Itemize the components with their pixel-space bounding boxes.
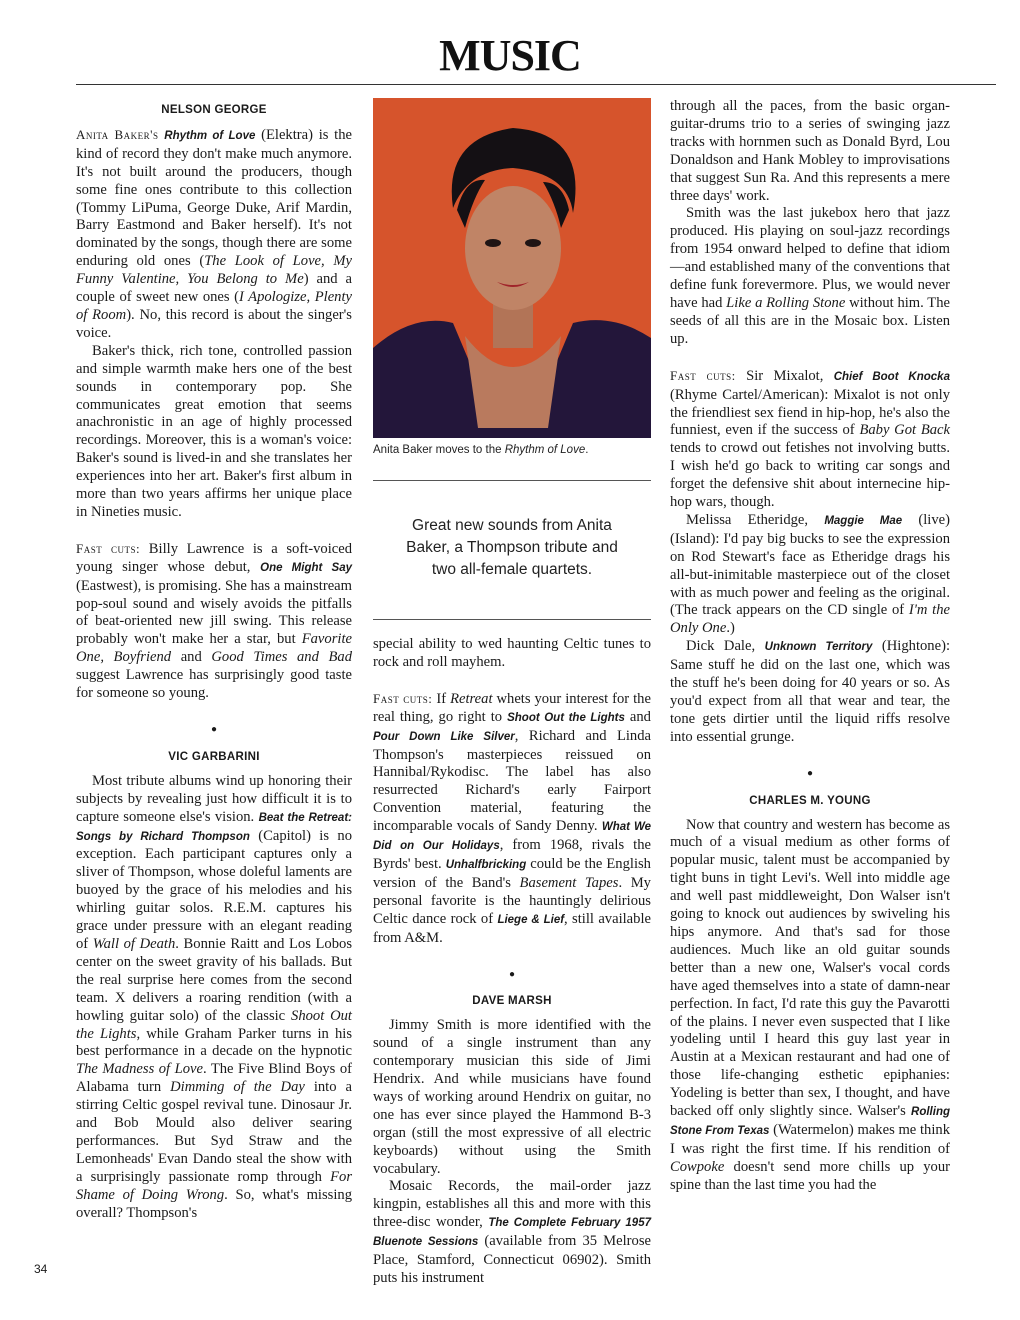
review-jimmy-smith-p3: through all the paces, from the basic organ-guitar-drums trio to a series of swinging jazz tracks with hornmen such as Donald Byrd, Lou Donaldson and Hank Mobley to improvisations that suggest Sun Ra. And this represents a mere three days' work.	[670, 98, 950, 204]
header-rule	[76, 84, 996, 85]
review-thompson-tribute: Most tribute albums wind up honoring their subjects by revealing just how difficult it is to capture someone else's vision. Beat the Retreat: Songs by Richard Thompson (Capitol) is no exception. Each participant captures only a sliver of Thompson, whose doleful laments are buoyed by the grace of his melodies and his whirling guitar solos. R.E.M. captures his grace under pressure with an elegant reading of Wall of Death. Bonnie Raitt and Los Lobos center on the sweet gravity of his ballads. But the real surprise here comes from the second team. X delivers a roaring rendition (with a howling guitar solo) of the classic Shoot Out the Lights, while Graham Parker turns in his best performance in a decade on the hypnotic The Madness of Love. The Five Blind Boys of Alabama turn Dimming of the Day into a stirring Celtic gospel revival tune. Dinosaur Jr. and Bob Mould also deliver searing performances. But Syd Straw and the Lemonheads' Evan Dando steal the show with a surprisingly passionate romp through For Shame of Doing Wrong. So, what's missing overall? Thompson's	[76, 772, 352, 1221]
column-1	[76, 98, 352, 1222]
fast-cuts-thompson: Fast cuts: If Retreat whets your interest for the real thing, go right to Shoot Out the Lights and Pour Down Like Silver, Richard and Linda Thompson's masterpieces reissued on Hannibal/Rykodisc. The label has also resurrected Richard's early Fairport Convention material, featuring the incomparable vocals of Sandy Denny. What We Did on Our Holidays, from 1968, rivals the Byrds' best. Unhalfbricking could be the English version of the Band's Basement Tapes. My personal favorite is the hauntingly delirious Celtic dance rock of Liege & Lief, still available from A&M.	[373, 690, 652, 946]
section-bullet: ●	[210, 724, 218, 735]
byline-vic-garbarini: VIC GARBARINI	[168, 750, 260, 763]
review-jimmy-smith-p4: Smith was the last jukebox hero that jazz produced. His playing on soul-jazz recordings from 1954 onward helped to define that idiom—and established many of the conventions that define funk forevermore. Plus, we would never have had Like a Rolling Stone without him. The seeds of all this are in the Mosaic box. Listen up.	[670, 205, 950, 347]
review-thompson-end: special ability to wed haunting Celtic tunes to rock and roll mayhem.	[373, 636, 651, 670]
fast-cuts-etheridge: Melissa Etheridge, Maggie Mae (live) (Island): I'd pay big bucks to see the expression on Rod Stewart's face as Etheridge drags his all-but-inimitable masterpiece out of the closet with as much power and feeling as the original. (The track appears on the CD single of I'm the Only One.)	[670, 511, 951, 637]
column-3	[670, 98, 950, 1195]
review-jimmy-smith-p1: Jimmy Smith is more identified with the sound of a single instrument than any contemporary musician this side of Jimi Hendrix. And while musicians have found ways of working around Hendrix on guitar, no one has ever since played the Hammond B-3 organ (still the most expressive of all electric keyboards) without using the Smith vocabulary.	[373, 1017, 651, 1177]
byline-dave-marsh: DAVE MARSH	[472, 995, 552, 1008]
section-title: MUSIC	[439, 31, 581, 80]
photo-caption: Anita Baker moves to the Rhythm of Love.	[373, 444, 589, 456]
review-jimmy-smith-p2: Mosaic Records, the mail-order jazz kingpin, establishes all this and more with this three-disc wonder, The Complete February 1957 Bluenote Sessions (available from 35 Melrose Place, Stamford, Connecticut 06902). Smith puts his instrument	[373, 1178, 651, 1286]
column-2	[373, 636, 651, 1288]
fast-cuts-dale: Dick Dale, Unknown Territory (Hightone): Same stuff he did on the last one, which was the stuff he's been doing for 40 years or so. As you'd expect from all that wear and tear, the tone gets dirtier until the liquid riffs resolve into essential grunge.	[670, 638, 950, 745]
section-bullet: ●	[806, 767, 814, 779]
pull-quote: Great new sounds from Anita Baker, a Thompson tribute and two all-female quartets.	[406, 517, 618, 578]
review-baker-p2: Baker's thick, rich tone, controlled passion and simple warmth make hers one of the best sounds in contemporary pop. She communicates great emotion that seems anachronistic in an age of highly processed recordings. Moreover, this is a woman's voice: Baker's sound is lived-in and she translates her experiences into her art. Baker's first album in more than two years affirms her unique place in Nineties music.	[76, 342, 352, 520]
fast-cuts-lawrence: Fast cuts: Billy Lawrence is a soft-voiced young singer whose debut, One Might Say (Eastwest), is promising. She has a mainstream pop-soul sound and wisely avoids the pitfalls of beat-oriented new jill swing. This release probably won't make her a star, but Favorite One, Boyfriend and Good Times and Bad suggest Lawrence has surprisingly good taste for someone so young.	[76, 540, 353, 702]
review-walser: Now that country and western has become as much of a visual medium as other forms of popular music, talent must be accompanied by tight buns in tight Levi's. Well into middle age and well past middleweight, Don Walser isn't going to knock out audiences by swiveling his hips anymore. And that's sad for those audiences. Much like an old guitar sounds better than a new one, Walser's vocal cords have aged themselves into a state of damn-near perfection. In fact, I'd rate this guy the Pavarotti of the plains. I never even suspected that I like yodeling until I heard this guy last year in Austin at a Mexican restaurant and had one of those life-changing esthetic epiphanies: Yodeling is better than sex, I thought, and have backed off only slightly since. Walser's Rolling Stone From Texas (Watermelon) makes me think I was right the first time. If his rendition of Cowpoke doesn't send more chills up your spine than the last time you had the	[670, 816, 951, 1193]
section-bullet: ●	[508, 968, 516, 980]
anita-baker-photo	[373, 98, 651, 438]
page-number: 34	[34, 1262, 48, 1276]
portrait-illustration	[373, 98, 651, 438]
pull-quote-box	[373, 480, 651, 620]
fast-cuts-mixalot: Fast cuts: Sir Mixalot, Chief Boot Knocka (Rhyme Cartel/American): Mixalot is not only the friendliest sex fiend in hip-hop, he's also the funniest, even if the success of Baby Got Back tends to crowd out fetishes not involving butts. I wish he'd go back to writing car songs and forget the defensive shit about internecine hip-hop wars, though.	[670, 367, 950, 511]
byline-nelson-george: NELSON GEORGE	[161, 104, 267, 116]
review-baker-p1: Anita Baker's Rhythm of Love (Elektra) is the kind of record they don't make much anymore. It's not built around the producers, though some fine ones contribute to this collection (Tommy LiPuma, George Duke, Arif Mardin, Barry Eastmond and Baker herself). It's not dominated by the songs, though there are some enduring old ones (The Look of Love, My Funny Valentine, You Belong to Me) and a couple of sweet new ones (I Apologize, Plenty of Room). No, this record is about the singer's voice.	[76, 126, 353, 341]
byline-charles-young: CHARLES M. YOUNG	[749, 794, 871, 807]
